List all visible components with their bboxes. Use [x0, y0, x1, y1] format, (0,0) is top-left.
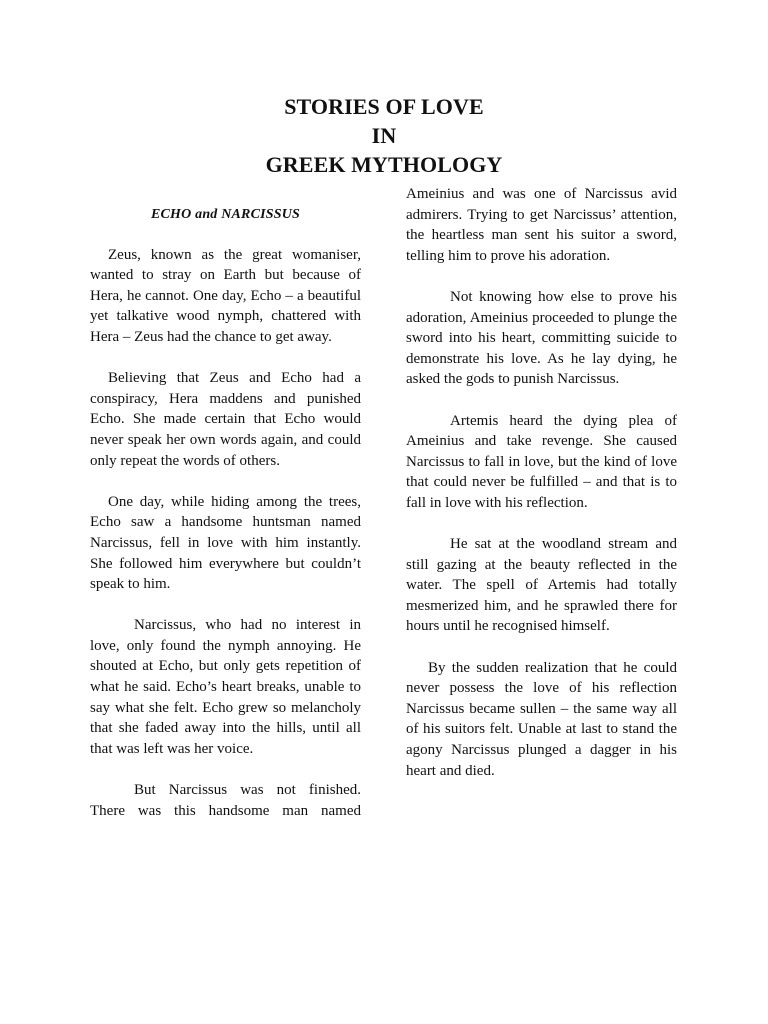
paragraph: Zeus, known as the great womaniser, wanted to stray on Earth but because of Hera, he cannot. One day, Echo – a beautiful yet talkative wood nymph, chattered with Hera – Zeus had the chance to get away. — [90, 246, 361, 345]
left-column — [90, 205, 361, 842]
title-line: STORIES OF LOVE — [284, 94, 484, 119]
paragraph: Narcissus, who had no interest in love, only found the nymph annoying. He shouted at Echo, but only gets repetition of what he said. Echo’s heart breaks, unable to say what she felt. Echo grew so melancholy that she faded away into the hills, until all that was left was her voice. — [90, 617, 361, 757]
paragraph: But Narcissus was not finished. There was this handsome man named — [90, 782, 361, 819]
section-heading: ECHO and NARCISSUS — [150, 207, 301, 222]
paragraph: He sat at the woodland stream and still gazing at the beauty reflected in the water. The spell of Artemis had totally mesmerized him, and he sprawled there for hours until he recognised himself. — [406, 536, 677, 635]
paragraph: One day, while hiding among the trees, Echo saw a handsome huntsman named Narcissus, fell in love with him instantly. She followed him everywhere but couldn’t speak to him. — [90, 493, 361, 593]
right-column — [406, 184, 677, 802]
paragraph: Ameinius and was one of Narcissus avid admirers. Trying to get Narcissus’ attention, the heartless man sent his suitor a sword, telling him to prove his adoration. — [406, 186, 677, 264]
title-line: GREEK MYTHOLOGY — [265, 152, 503, 177]
title-line: IN — [371, 123, 397, 148]
paragraph: Artemis heard the dying plea of Ameinius and take revenge. She caused Narcissus to fall in love, but the kind of love that could never be fulfilled – and that is to fall in love with his reflection. — [406, 412, 677, 511]
paragraph: By the sudden realization that he could never possess the love of his reflection Narcissus became sullen – the same way all of his suitors felt. Unable at last to stand the agony Narcissus plunged a dagger in his heart and died. — [406, 659, 677, 779]
paragraph: Not knowing how else to prove his adoration, Ameinius proceeded to plunge the sword into his heart, committing suicide to demonstrate his love. As he lay dying, he asked the gods to punish Narcissus. — [406, 288, 677, 388]
paragraph: Believing that Zeus and Echo had a conspiracy, Hera maddens and punished Echo. She made certain that Echo would never speak her own words again, and could only repeat the words of others. — [90, 370, 361, 469]
document-title — [0, 92, 768, 179]
